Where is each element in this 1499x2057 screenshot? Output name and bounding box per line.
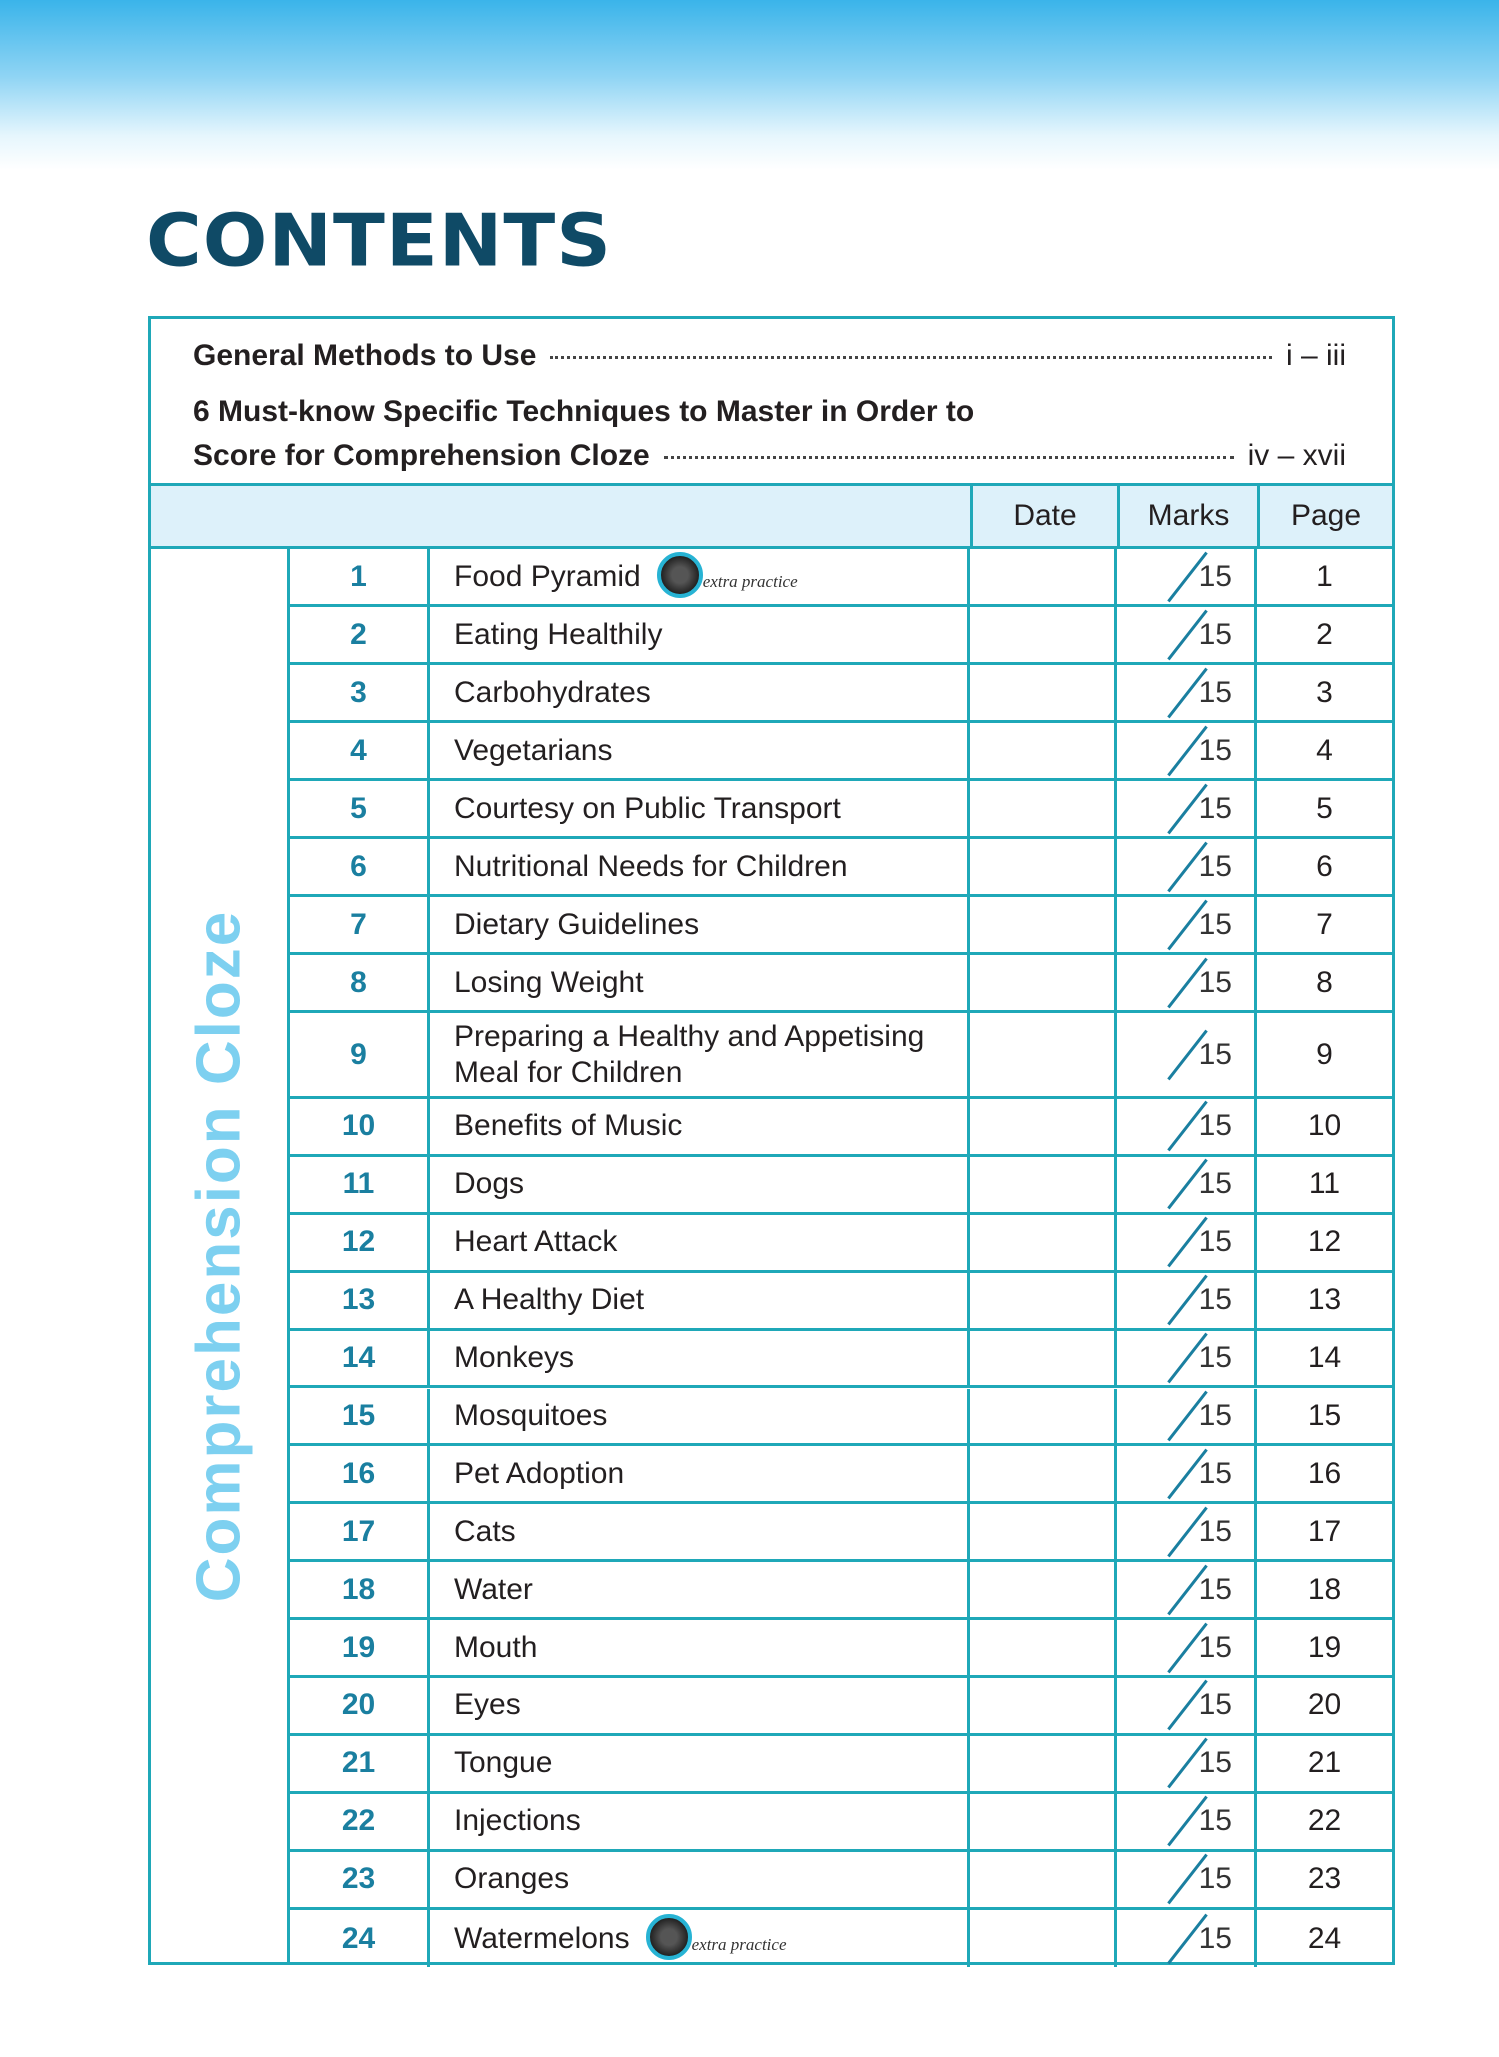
date-cell[interactable]: [970, 1736, 1117, 1791]
table-row[interactable]: [290, 1215, 1392, 1273]
row-number: 13: [290, 1273, 430, 1328]
row-number: 21: [290, 1736, 430, 1791]
date-cell[interactable]: [970, 723, 1117, 778]
row-number: 16: [290, 1446, 430, 1501]
entry-pages: iv – xvii: [1247, 439, 1346, 472]
entry-pages: i – iii: [1285, 339, 1346, 372]
date-cell[interactable]: [970, 1389, 1117, 1444]
marks-total: 15: [1198, 1921, 1232, 1955]
row-title: Vegetarians: [454, 733, 613, 767]
page-number: 22: [1307, 1804, 1342, 1838]
marks-total: 15: [1198, 1283, 1232, 1317]
row-number: 5: [290, 781, 430, 836]
date-cell[interactable]: [970, 1013, 1117, 1096]
row-number: 3: [290, 665, 430, 720]
intro-entry-techniques-line2[interactable]: [193, 439, 1346, 473]
date-cell[interactable]: [970, 607, 1117, 662]
marks-cell[interactable]: [1117, 1099, 1257, 1154]
row-title: Benefits of Music: [454, 1109, 683, 1143]
row-title-cell: [430, 1389, 970, 1444]
marks-total: 15: [1198, 1037, 1232, 1071]
row-title: Tongue: [454, 1746, 553, 1780]
row-title: Watermelons: [454, 1921, 630, 1955]
row-title-cell: [430, 1273, 970, 1328]
page-number: 4: [1316, 733, 1333, 767]
marks-cell[interactable]: [1117, 665, 1257, 720]
dot-leader: [550, 356, 1272, 359]
row-number: 17: [290, 1504, 430, 1559]
row-title-cell: [430, 1620, 970, 1675]
page-number: 15: [1307, 1398, 1342, 1432]
page-number: 14: [1307, 1341, 1342, 1375]
date-cell[interactable]: [970, 665, 1117, 720]
row-title-cell: [430, 549, 970, 604]
row-title-cell: [430, 781, 970, 836]
row-title: Preparing a Healthy and Appetising Meal for Children: [454, 1019, 925, 1089]
marks-cell[interactable]: [1117, 897, 1257, 952]
marks-total: 15: [1198, 1804, 1232, 1838]
row-title-cell: [430, 955, 970, 1010]
marks-cell[interactable]: [1117, 839, 1257, 894]
page-number: 23: [1307, 1862, 1342, 1896]
intro-section: [151, 319, 1392, 486]
row-number: 24: [290, 1910, 430, 1968]
row-title-cell: [430, 1215, 970, 1270]
table-row[interactable]: [290, 1910, 1392, 1968]
row-title-cell: [430, 1504, 970, 1559]
row-number: 9: [290, 1013, 430, 1096]
date-cell[interactable]: [970, 1273, 1117, 1328]
marks-cell[interactable]: [1117, 1446, 1257, 1501]
row-title-cell: [430, 723, 970, 778]
page-number: 6: [1316, 849, 1333, 883]
date-cell[interactable]: [970, 1504, 1117, 1559]
row-title: Nutritional Needs for Children: [454, 849, 848, 883]
header-page: Page: [1257, 486, 1392, 546]
marks-total: 15: [1198, 1746, 1232, 1780]
row-number: 1: [290, 549, 430, 604]
marks-cell[interactable]: [1117, 1157, 1257, 1212]
intro-entry-techniques-line1[interactable]: [193, 395, 1346, 429]
marks-cell[interactable]: [1117, 1331, 1257, 1386]
page-number: 17: [1307, 1514, 1342, 1548]
row-title-cell: [430, 1794, 970, 1849]
marks-total: 15: [1198, 733, 1232, 767]
date-cell[interactable]: [970, 1215, 1117, 1270]
marks-total: 15: [1198, 1167, 1232, 1201]
page-number: 1: [1316, 559, 1333, 593]
table-row[interactable]: [290, 665, 1392, 723]
row-title: Food Pyramid: [454, 559, 641, 593]
date-cell[interactable]: [970, 1852, 1117, 1907]
row-number: 10: [290, 1099, 430, 1154]
marks-total: 15: [1198, 1572, 1232, 1606]
table-row[interactable]: [290, 1389, 1392, 1447]
row-number: 8: [290, 955, 430, 1010]
header-gradient-band: [0, 0, 1499, 170]
table-row[interactable]: [290, 1736, 1392, 1794]
table-row[interactable]: [290, 1157, 1392, 1215]
marks-cell[interactable]: [1117, 1562, 1257, 1617]
row-title: Pet Adoption: [454, 1456, 625, 1490]
marks-cell[interactable]: [1117, 1620, 1257, 1675]
table-row[interactable]: [290, 1620, 1392, 1678]
row-number: 6: [290, 839, 430, 894]
marks-total: 15: [1198, 907, 1232, 941]
entry-label: Score for Comprehension Cloze: [193, 439, 650, 472]
row-title-cell: [430, 839, 970, 894]
row-title: Courtesy on Public Transport: [454, 791, 841, 825]
row-title-cell: [430, 1446, 970, 1501]
row-number: 23: [290, 1852, 430, 1907]
marks-cell[interactable]: [1117, 1852, 1257, 1907]
row-title-cell: [430, 1099, 970, 1154]
marks-cell[interactable]: [1117, 1504, 1257, 1559]
entry-label: General Methods to Use: [193, 339, 537, 372]
marks-total: 15: [1198, 559, 1232, 593]
page-number: 7: [1316, 907, 1333, 941]
marks-cell[interactable]: [1117, 1736, 1257, 1791]
marks-total: 15: [1198, 1341, 1232, 1375]
section-label-column: [151, 549, 290, 1962]
row-number: 12: [290, 1215, 430, 1270]
marks-total: 15: [1198, 1398, 1232, 1432]
table-row[interactable]: [290, 1099, 1392, 1157]
row-title: Eating Healthily: [454, 617, 663, 651]
row-title-cell: [430, 1678, 970, 1733]
row-title-cell: [430, 1157, 970, 1212]
marks-cell[interactable]: [1117, 1013, 1257, 1096]
marks-cell[interactable]: [1117, 1678, 1257, 1733]
page-number: 10: [1307, 1109, 1342, 1143]
date-cell[interactable]: [970, 1331, 1117, 1386]
row-title-cell: [430, 1736, 970, 1791]
entry-label: 6 Must-know Specific Techniques to Master in Order to: [193, 395, 975, 428]
row-title: Injections: [454, 1804, 581, 1838]
table-row[interactable]: [290, 1013, 1392, 1099]
row-number: 4: [290, 723, 430, 778]
row-number: 19: [290, 1620, 430, 1675]
row-number: 7: [290, 897, 430, 952]
table-row[interactable]: [290, 1562, 1392, 1620]
marks-total: 15: [1198, 1109, 1232, 1143]
row-number: 2: [290, 607, 430, 662]
marks-total: 15: [1198, 617, 1232, 651]
row-title: Losing Weight: [454, 965, 644, 999]
page-number: 11: [1308, 1167, 1341, 1201]
table-row[interactable]: [290, 1852, 1392, 1910]
row-title: Dietary Guidelines: [454, 907, 700, 941]
row-title: Heart Attack: [454, 1225, 618, 1259]
table-row[interactable]: [290, 1446, 1392, 1504]
marks-total: 15: [1198, 1456, 1232, 1490]
row-title: Mosquitoes: [454, 1398, 608, 1432]
page-number: 2: [1316, 617, 1333, 651]
page-title: CONTENTS: [146, 198, 612, 283]
date-cell[interactable]: [970, 1794, 1117, 1849]
table-row[interactable]: [290, 1331, 1392, 1389]
row-title-cell: [430, 607, 970, 662]
page-number: 5: [1316, 791, 1333, 825]
row-title: Dogs: [454, 1167, 525, 1201]
row-number: 18: [290, 1562, 430, 1617]
row-title-cell: [430, 1910, 970, 1968]
row-title-cell: [430, 1852, 970, 1907]
marks-total: 15: [1198, 675, 1232, 709]
marks-cell[interactable]: [1117, 549, 1257, 604]
dot-leader: [664, 456, 1234, 459]
table-row[interactable]: [290, 723, 1392, 781]
row-title: Monkeys: [454, 1341, 575, 1375]
row-title: Mouth: [454, 1630, 538, 1664]
table-row[interactable]: [290, 549, 1392, 607]
table-row[interactable]: [290, 1678, 1392, 1736]
section-label: Comprehension Cloze: [184, 909, 254, 1602]
row-number: 14: [290, 1331, 430, 1386]
row-title-cell: [430, 1013, 970, 1096]
date-cell[interactable]: [970, 1099, 1117, 1154]
page-number: 8: [1316, 965, 1333, 999]
marks-cell[interactable]: [1117, 723, 1257, 778]
table-row[interactable]: [290, 1273, 1392, 1331]
marks-cell[interactable]: [1117, 955, 1257, 1010]
row-title: Water: [454, 1572, 533, 1606]
marks-cell[interactable]: [1117, 1389, 1257, 1444]
row-title-cell: [430, 897, 970, 952]
page-number: 3: [1316, 675, 1333, 709]
marks-total: 15: [1198, 1630, 1232, 1664]
date-cell[interactable]: [970, 1620, 1117, 1675]
row-title: Oranges: [454, 1862, 570, 1896]
row-number: 22: [290, 1794, 430, 1849]
date-cell[interactable]: [970, 1910, 1117, 1968]
date-cell[interactable]: [970, 1562, 1117, 1617]
marks-cell[interactable]: [1117, 1215, 1257, 1270]
marks-total: 15: [1198, 1514, 1232, 1548]
row-number: 20: [290, 1678, 430, 1733]
page-number: 19: [1307, 1630, 1342, 1664]
row-number: 11: [290, 1157, 430, 1212]
date-cell[interactable]: [970, 839, 1117, 894]
marks-cell[interactable]: [1117, 607, 1257, 662]
table-row[interactable]: [290, 781, 1392, 839]
date-cell[interactable]: [970, 897, 1117, 952]
marks-total: 15: [1198, 1862, 1232, 1896]
table-row[interactable]: [290, 955, 1392, 1013]
page-number: 18: [1307, 1572, 1342, 1606]
table-row[interactable]: [290, 897, 1392, 955]
page-number: 16: [1307, 1456, 1342, 1490]
marks-total: 15: [1198, 1688, 1232, 1722]
row-title: Carbohydrates: [454, 675, 651, 709]
marks-cell[interactable]: [1117, 1794, 1257, 1849]
row-title-cell: [430, 1331, 970, 1386]
row-title-cell: [430, 665, 970, 720]
intro-entry-general-methods[interactable]: [193, 339, 1346, 373]
row-title: A Healthy Diet: [454, 1283, 645, 1317]
marks-cell[interactable]: [1117, 1273, 1257, 1328]
table-header: [151, 486, 1392, 549]
extra-practice-label: extra practice: [702, 572, 798, 591]
page-number: 21: [1307, 1746, 1342, 1780]
date-cell[interactable]: [970, 1678, 1117, 1733]
date-cell[interactable]: [970, 1157, 1117, 1212]
page-number: 9: [1316, 1037, 1333, 1071]
row-title: Cats: [454, 1514, 516, 1548]
row-title: Eyes: [454, 1688, 521, 1722]
date-cell[interactable]: [970, 1446, 1117, 1501]
marks-total: 15: [1198, 1225, 1232, 1259]
date-cell[interactable]: [970, 781, 1117, 836]
page-number: 20: [1307, 1688, 1342, 1722]
page-number: 24: [1307, 1921, 1342, 1955]
marks-total: 15: [1198, 849, 1232, 883]
table-row[interactable]: [290, 1504, 1392, 1562]
contents-table: [148, 316, 1395, 1965]
table-row[interactable]: [290, 1794, 1392, 1852]
table-row[interactable]: [290, 607, 1392, 665]
row-title-cell: [430, 1562, 970, 1617]
row-number: 15: [290, 1389, 430, 1444]
date-cell[interactable]: [970, 549, 1117, 604]
page-number: 12: [1307, 1225, 1342, 1259]
page-number: 13: [1307, 1283, 1342, 1317]
table-row[interactable]: [290, 839, 1392, 897]
extra-practice-icon: [657, 552, 703, 598]
header-date: Date: [970, 486, 1117, 546]
marks-total: 15: [1198, 965, 1232, 999]
date-cell[interactable]: [970, 955, 1117, 1010]
extra-practice-label: extra practice: [691, 1935, 787, 1955]
header-marks: Marks: [1117, 486, 1257, 546]
marks-cell[interactable]: [1117, 781, 1257, 836]
marks-total: 15: [1198, 791, 1232, 825]
extra-practice-icon: [646, 1914, 692, 1960]
marks-cell[interactable]: [1117, 1910, 1257, 1968]
